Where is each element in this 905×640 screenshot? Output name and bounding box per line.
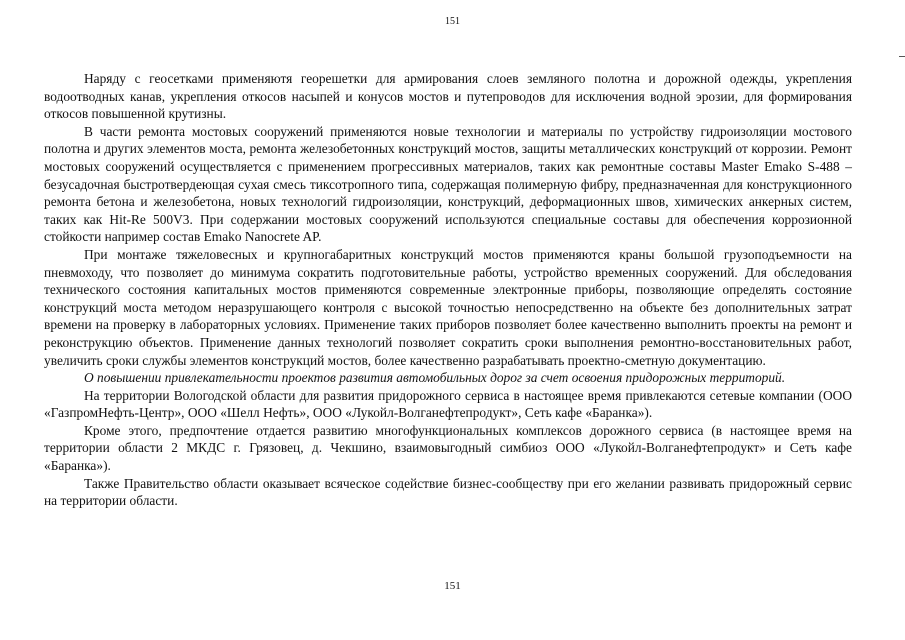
paragraph-bridge-repair: В части ремонта мостовых сооружений применяются новые технологии и материалы по устройству гидроизоляции мостового полотна и других элементов моста, ремонта железобетонных конструкций мостов, защиты металлических конструкций от коррозии. Ремонт мостовых сооружений осуществляется с применением прогрессивных материалов, таких как ремонтные составы Master Emako S-488 – безусадочная быстротвердеющая сухая смесь тиксотропного типа, содержащая полимерную фибру, предназначенная для конструкционного ремонта бетона и железобетона, новых технологий гидроизоляции, конструкций, деформационных швов, химических анкерных систем, таких как Hit-Re 500V3. При содержании мостовых сооружений используются специальные составы для обеспечения коррозионной стойкости например состав Emako Nanocrete AP. [44, 123, 852, 245]
paragraph-government-support: Также Правительство области оказывает всяческое содействие бизнес-сообществу при его желании развивать придорожный сервис на территории области. [44, 475, 852, 509]
section-heading-roadside-territories: О повышении привлекательности проектов развития автомобильных дорог за счет освоения придорожных территорий. [84, 370, 786, 386]
page-number-top: 151 [445, 16, 460, 27]
document-body [44, 70, 852, 510]
paragraph-vologda-network-companies: На территории Вологодской области для развития придорожного сервиса в настоящее время привлекаются сетевые компании (ООО «ГазпромНефть-Центр», ООО «Шелл Нефть», ООО «Лукойл-Волганефтепродукт», Сеть кафе «Баранка»). [44, 387, 852, 421]
paragraph-bridge-installation: При монтаже тяжеловесных и крупногабаритных конструкций мостов применяются краны большой грузоподъемности на пневмоходу, что позволяет до минимума сократить подготовительные работы, устройство временных сооружений. Для обследования технического состояния капитальных мостов применяются современные электронные приборы, позволяющие определять состояние конструкций моста методом неразрушающего контроля с высокой точностью непосредственно на объекте без дополнительных затрат времени на проверку в лабораторных условиях. Применение таких приборов позволяет более качественно выполнить проекты на ремонт и реконструкцию объектов. Применение данных технологий позволяет сократить сроки выполнения ремонтно-восстановительных работ, увеличить сроки службы элементов конструкций мостов, более качественно разрабатывать проектно-сметную документацию. [44, 246, 852, 368]
page-number-bottom: 151 [444, 580, 461, 592]
paragraph-service-complexes: Кроме этого, предпочтение отдается развитию многофункциональных комплексов дорожного сервиса (в настоящее время на территории области 2 МКДС г. Грязовец, д. Чекшино, взаимовыгодный симбиоз ООО «Лукойл-Волганефтепродукт» и Сеть кафе «Баранка»). [44, 422, 852, 474]
page-edge-mark [899, 56, 905, 57]
paragraph-geogrids: Наряду с геосетками применяютя георешетки для армирования слоев земляного полотна и дорожной одежды, укрепления водоотводных канав, укрепления откосов насыпей и конусов мостов и путепроводов для исключения водной эрозии, для формирования откосов повышенной крутизны. [44, 71, 852, 122]
